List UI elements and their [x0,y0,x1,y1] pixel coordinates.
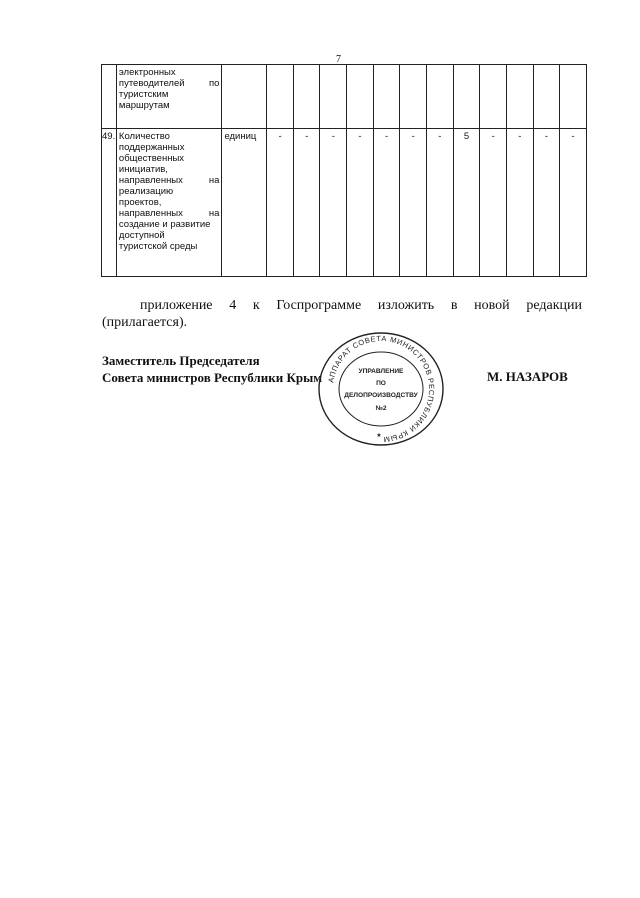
value-cell: - [427,129,454,277]
value-cell [427,65,454,129]
signatory-title [102,352,322,386]
signatory-title-line-2: Совета министров Республики Крым [102,370,323,385]
indicator-name-line: поддержанных [118,142,185,153]
seal-center-line: УПРАВЛЕНИЕ [358,368,404,375]
value-cell [347,65,374,129]
value-cell: - [400,129,427,277]
indicator-name-line: туристской среды [118,241,198,252]
value-cell: 5 [453,129,480,277]
value-cell: - [506,129,533,277]
value-cell: - [533,129,560,277]
indicator-name-line: маршрутам [118,100,170,111]
indicator-name-line: Количество [118,131,170,142]
seal-ring-text: АППАРАТ СОВЕТА МИНИСТРОВ РЕСПУБЛИКИ КРЫМ [326,333,437,445]
value-cell [373,65,400,129]
indicator-name-line: направленных на [118,208,220,219]
indicator-name-line: инициатив, [118,164,168,175]
signatory-name: М. НАЗАРОВ [487,369,568,384]
page-number: 7 [336,54,341,65]
indicator-name-line: путеводителей по [118,78,220,89]
value-cell: - [293,129,320,277]
indicator-name-cell [116,65,222,129]
value-cell [560,65,587,129]
seal-star-icon: ★ [376,433,382,439]
value-cell [506,65,533,129]
unit-cell [222,65,267,129]
indicator-name-line: общественных [118,153,185,164]
indicator-name-line: направленных на [118,175,220,186]
value-cell [293,65,320,129]
value-cell [267,65,294,129]
table-row [102,129,587,277]
table-row [102,65,587,129]
indicator-name-line: проектов, [118,197,162,208]
value-cell [400,65,427,129]
seal-center-text [344,368,418,412]
value-cell: - [320,129,347,277]
table-body [102,65,587,277]
value-cell: - [480,129,507,277]
official-seal [313,330,449,448]
indicator-table [101,64,587,277]
value-cell: - [347,129,374,277]
seal-graphic [313,330,449,448]
indicator-name-cell [116,129,222,277]
amendment-paragraph [102,297,582,331]
value-cell: - [267,129,294,277]
unit-cell: единиц [222,129,267,277]
value-cell: - [560,129,587,277]
row-number-cell: 49. [102,129,117,277]
seal-center-line: ДЕЛОПРОИЗВОДСТВУ [344,392,418,399]
row-number-cell [102,65,117,129]
value-cell: - [373,129,400,277]
seal-center-line: №2 [375,405,387,412]
indicator-name-line: доступной [118,230,165,241]
paragraph-line-2: (прилагается). [102,315,188,330]
seal-outer-ring [319,333,443,445]
indicator-name-line: электронных [118,67,176,78]
paragraph-line-1: приложение 4 к Госпрограмме изложить в новой редакции [140,298,582,313]
value-cell [453,65,480,129]
seal-center-line: ПО [376,380,386,387]
signatory-title-line-1: Заместитель Председателя [102,353,260,368]
value-cell [533,65,560,129]
value-cell [480,65,507,129]
value-cell [320,65,347,129]
indicator-name-line: создание и развитие [118,219,211,230]
indicator-name-line: туристским [118,89,169,100]
indicator-name-line: реализацию [118,186,174,197]
seal-inner-ring [339,352,423,426]
